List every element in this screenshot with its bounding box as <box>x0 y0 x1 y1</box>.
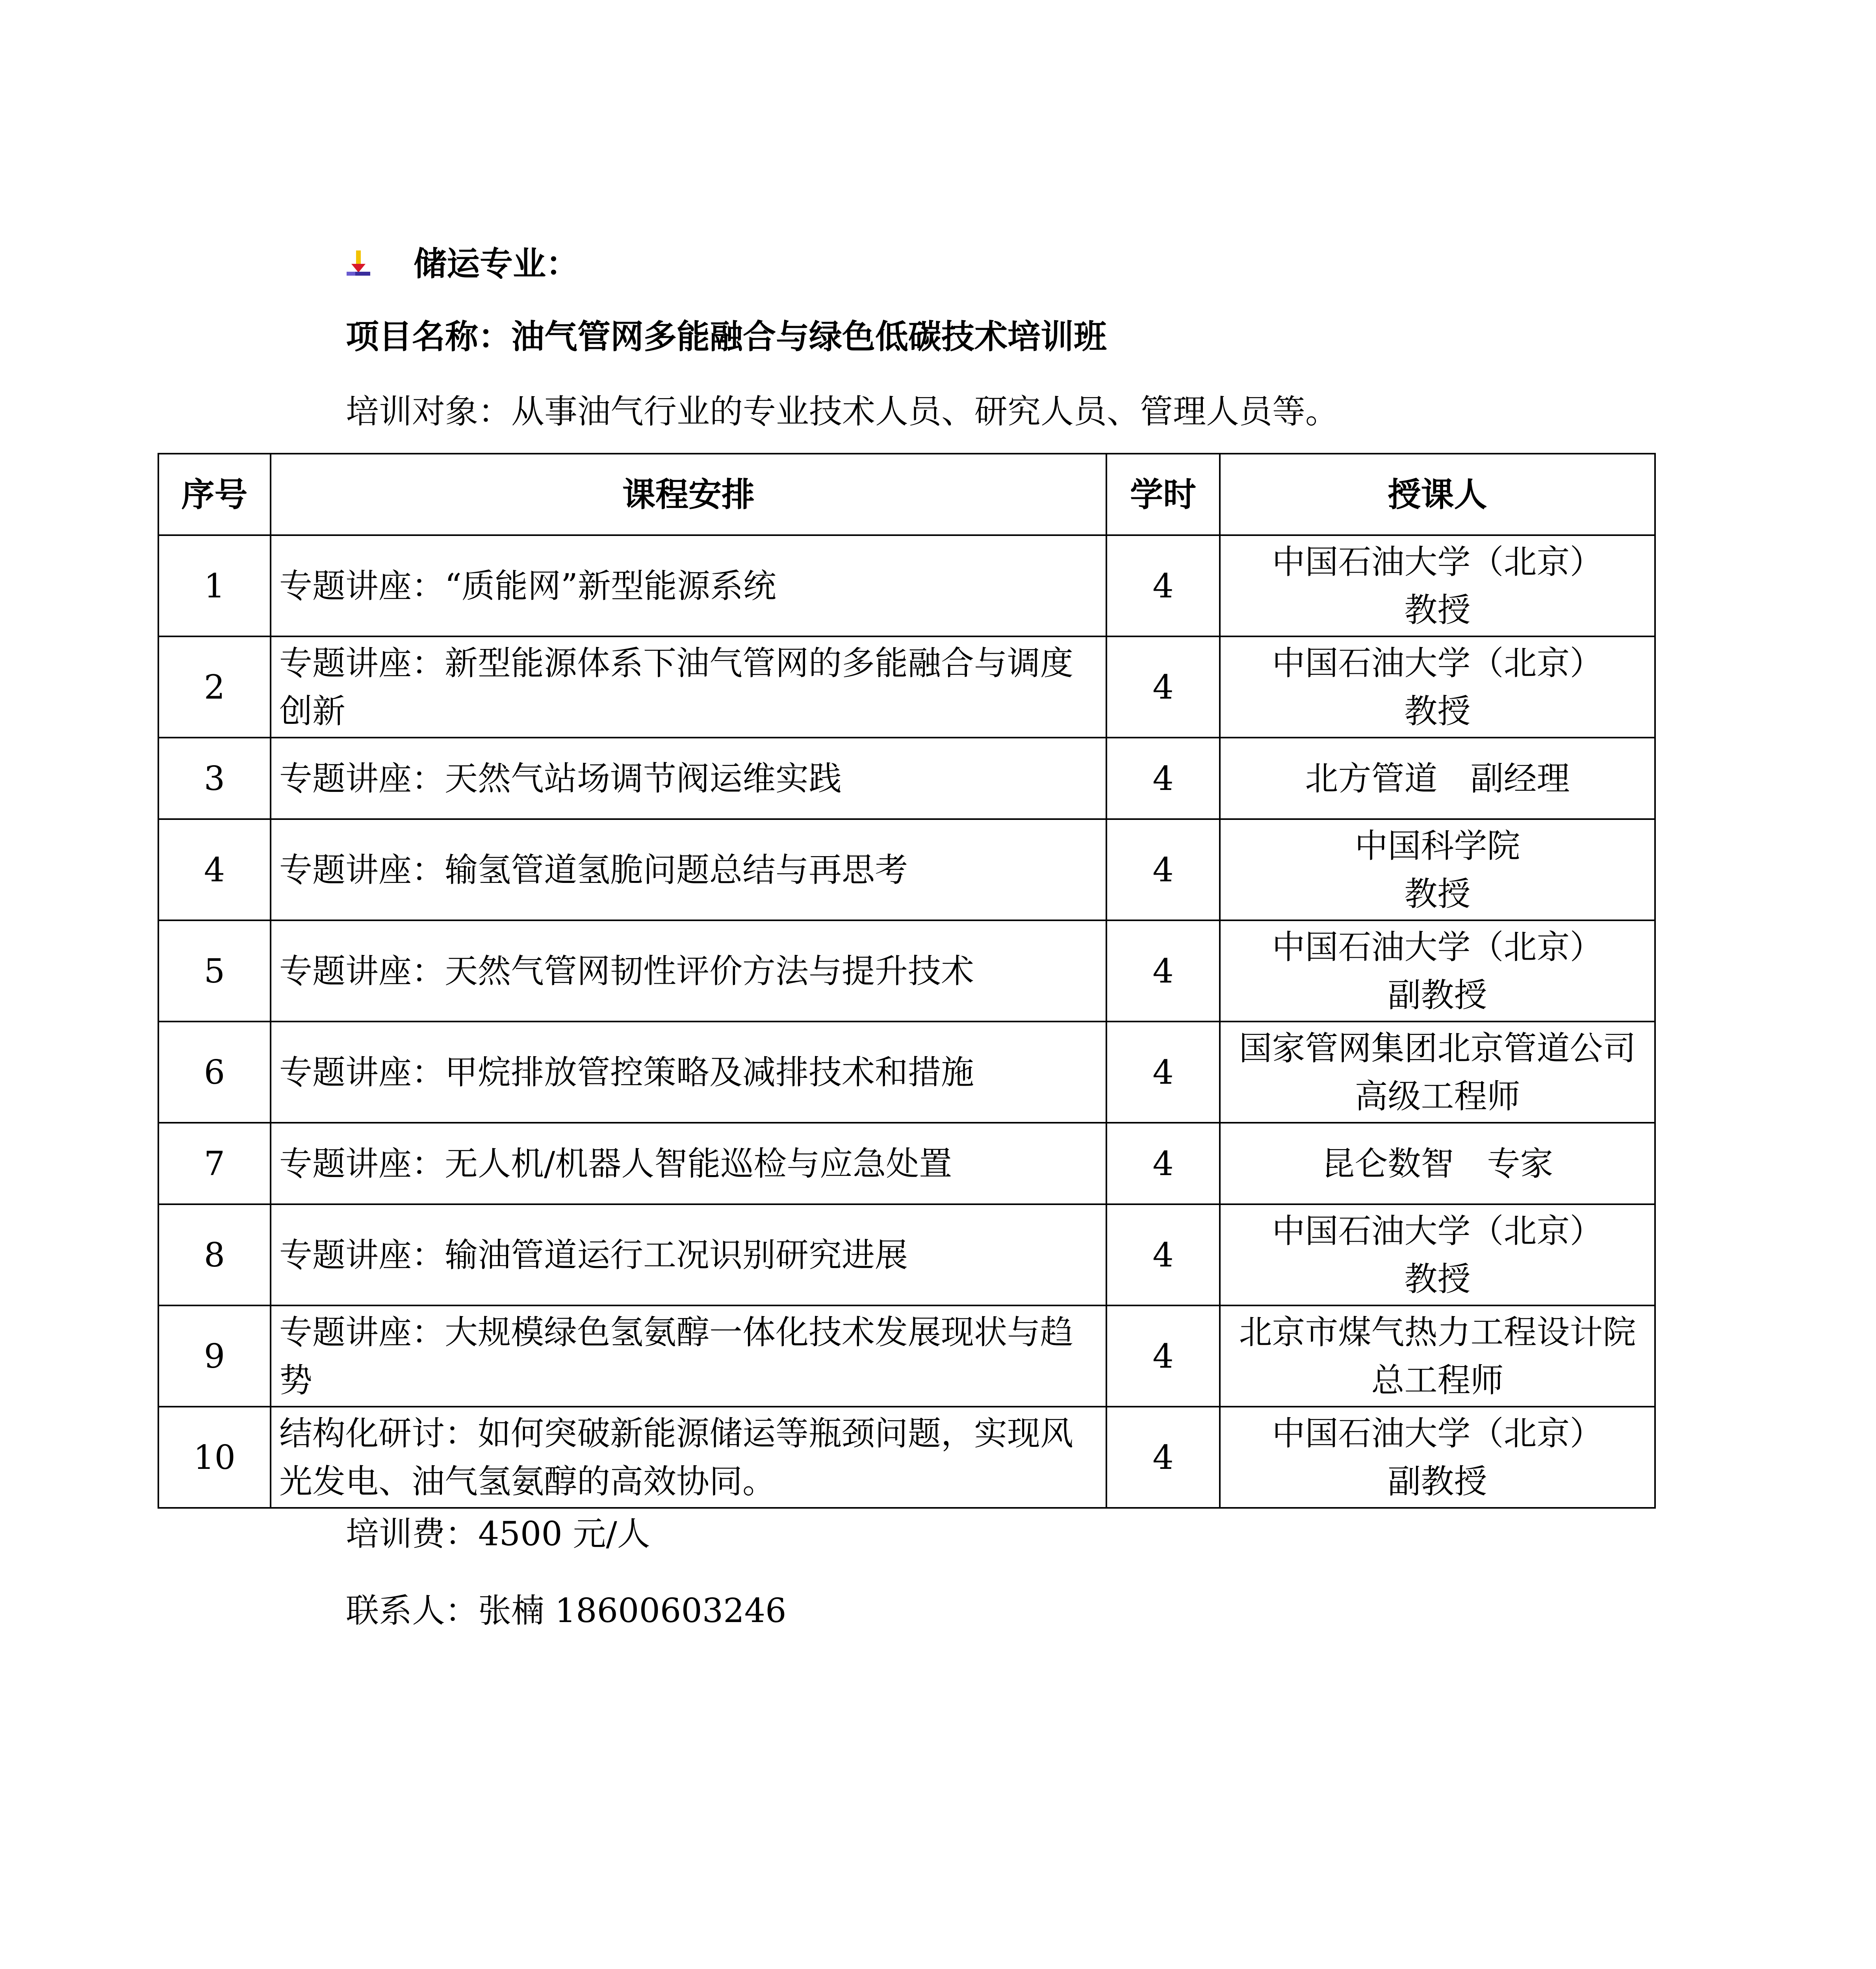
table-row <box>158 535 1655 636</box>
table-row <box>158 1123 1655 1204</box>
row-teacher: 北方管道 副经理 <box>1220 738 1655 819</box>
table-row <box>158 1204 1655 1305</box>
row-no: 4 <box>158 819 271 920</box>
table-row <box>158 819 1655 920</box>
row-teacher: 北京市煤气热力工程设计院总工程师 <box>1220 1305 1655 1407</box>
row-course: 专题讲座：天然气站场调节阀运维实践 <box>271 738 1106 819</box>
row-course: 专题讲座：“质能网”新型能源系统 <box>271 535 1106 636</box>
table-row <box>158 920 1655 1022</box>
row-hours: 4 <box>1106 920 1220 1022</box>
row-course: 专题讲座：无人机/机器人智能巡检与应急处置 <box>271 1123 1106 1204</box>
row-no: 7 <box>158 1123 271 1204</box>
row-teacher: 中国石油大学（北京） 副教授 <box>1220 1407 1655 1508</box>
row-course: 专题讲座：天然气管网韧性评价方法与提升技术 <box>271 920 1106 1022</box>
row-course: 专题讲座：大规模绿色氢氨醇一体化技术发展现状与趋势 <box>271 1305 1106 1407</box>
table-row <box>158 738 1655 819</box>
table-header-row <box>158 454 1655 535</box>
project-title: 项目名称：油气管网多能融合与绿色低碳技术培训班 <box>346 317 1107 356</box>
table-row <box>158 636 1655 738</box>
row-teacher: 中国科学院 教授 <box>1220 819 1655 920</box>
table-row <box>158 1305 1655 1407</box>
row-teacher: 中国石油大学（北京） 教授 <box>1220 636 1655 738</box>
header-no: 序号 <box>158 454 271 535</box>
header-course: 课程安排 <box>271 454 1106 535</box>
table-row <box>158 1407 1655 1508</box>
header-teacher: 授课人 <box>1220 454 1655 535</box>
row-teacher: 国家管网集团北京管道公司高级工程师 <box>1220 1022 1655 1123</box>
row-course: 专题讲座：新型能源体系下油气管网的多能融合与调度创新 <box>271 636 1106 738</box>
row-hours: 4 <box>1106 819 1220 920</box>
table-row <box>158 1022 1655 1123</box>
row-no: 2 <box>158 636 271 738</box>
row-no: 1 <box>158 535 271 636</box>
row-teacher: 中国石油大学（北京） 教授 <box>1220 535 1655 636</box>
row-hours: 4 <box>1106 1305 1220 1407</box>
row-teacher: 昆仑数智 专家 <box>1220 1123 1655 1204</box>
header-hours: 学时 <box>1106 454 1220 535</box>
row-course: 结构化研讨：如何突破新能源储运等瓶颈问题，实现风光发电、油气氢氨醇的高效协同。 <box>271 1407 1106 1508</box>
row-no: 10 <box>158 1407 271 1508</box>
section-heading <box>343 242 579 286</box>
pushpin-arrow-icon <box>343 248 374 280</box>
row-hours: 4 <box>1106 1204 1220 1305</box>
row-no: 9 <box>158 1305 271 1407</box>
row-hours: 4 <box>1106 1022 1220 1123</box>
row-no: 5 <box>158 920 271 1022</box>
row-hours: 4 <box>1106 1407 1220 1508</box>
row-hours: 4 <box>1106 636 1220 738</box>
row-course: 专题讲座：输氢管道氢脆问题总结与再思考 <box>271 819 1106 920</box>
course-schedule-table <box>158 453 1656 1509</box>
row-no: 3 <box>158 738 271 819</box>
training-fee: 培训费：4500 元/人 <box>346 1515 650 1553</box>
training-target: 培训对象：从事油气行业的专业技术人员、研究人员、管理人员等。 <box>346 392 1339 431</box>
row-teacher: 中国石油大学（北京） 副教授 <box>1220 920 1655 1022</box>
row-course: 专题讲座：甲烷排放管控策略及减排技术和措施 <box>271 1022 1106 1123</box>
row-teacher: 中国石油大学（北京） 教授 <box>1220 1204 1655 1305</box>
row-course: 专题讲座：输油管道运行工况识别研究进展 <box>271 1204 1106 1305</box>
section-title: 储运专业： <box>414 245 579 283</box>
row-no: 6 <box>158 1022 271 1123</box>
row-no: 8 <box>158 1204 271 1305</box>
row-hours: 4 <box>1106 1123 1220 1204</box>
row-hours: 4 <box>1106 535 1220 636</box>
row-hours: 4 <box>1106 738 1220 819</box>
contact-person: 联系人：张楠 18600603246 <box>346 1591 787 1630</box>
